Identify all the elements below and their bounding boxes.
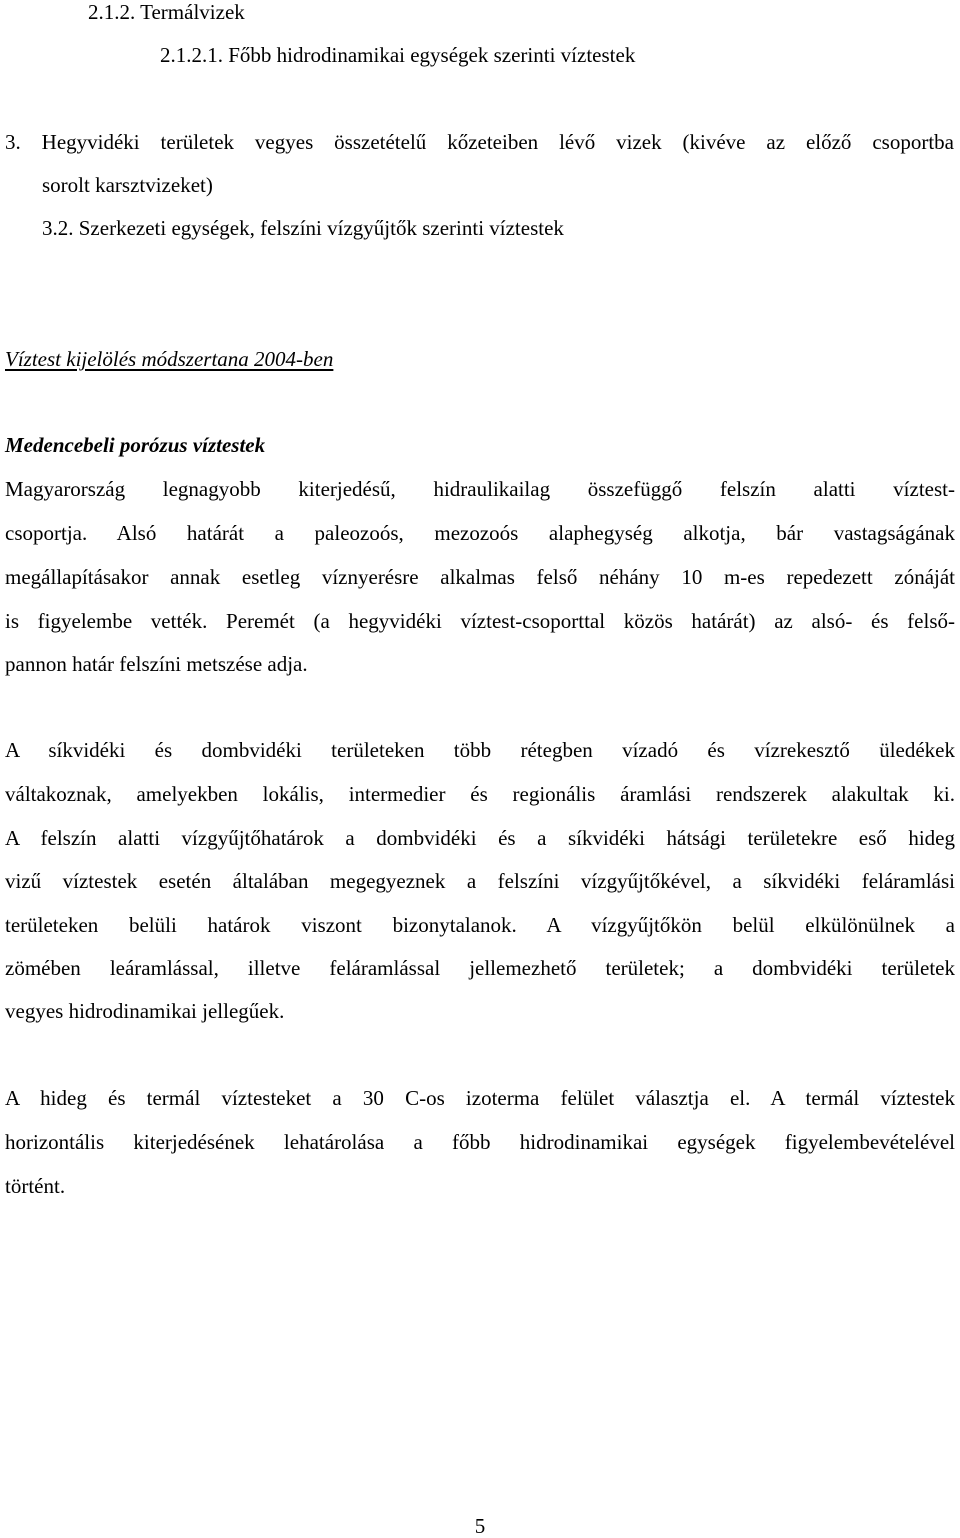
section-title: Víztest kijelölés módszertana 2004-ben bbox=[5, 347, 334, 371]
page-number: 5 bbox=[474, 1514, 486, 1538]
paragraph-3-line-1: A hideg és termál víztesteket a 30 C-os izoterma felület választja el. A termál víztestek bbox=[5, 1086, 955, 1110]
paragraph-1-line-3: megállapításakor annak esetleg víznyerésre alkalmas felső néhány 10 m-es repedezett zónáját bbox=[5, 565, 955, 589]
paragraph-1-line-1: Magyarország legnagyobb kiterjedésű, hidraulikailag összefüggő felszín alatti víztest- bbox=[5, 477, 955, 501]
paragraph-3-line-3: történt. bbox=[5, 1174, 66, 1198]
heading-3-2: 3.2. Szerkezeti egységek, felszíni vízgyűjtők szerinti víztestek bbox=[42, 216, 564, 240]
paragraph-1-line-4: is figyelembe vették. Peremét (a hegyvidéki víztest-csoporttal közös határát) az alsó- és felső- bbox=[5, 609, 955, 633]
paragraph-3-line-2: horizontális kiterjedésének lehatárolása a főbb hidrodinamikai egységek figyelembevételével bbox=[5, 1130, 955, 1154]
heading-3-continuation: sorolt karsztvizeket) bbox=[42, 173, 213, 197]
heading-3: 3. Hegyvidéki területek vegyes összetételű kőzeteiben lévő vizek (kivéve az előző csoportba bbox=[5, 130, 954, 154]
heading-2-1-2-1: 2.1.2.1. Főbb hidrodinamikai egységek szerinti víztestek bbox=[160, 43, 636, 67]
subsection-title: Medencebeli porózus víztestek bbox=[5, 433, 266, 457]
paragraph-2-line-1: A síkvidéki és dombvidéki területeken több rétegben vízadó és vízrekesztő üledékek bbox=[5, 738, 955, 762]
paragraph-2-line-2: váltakoznak, amelyekben lokális, intermedier és regionális áramlási rendszerek alakultak ki. bbox=[5, 782, 955, 806]
paragraph-2-line-5: területeken belüli határok viszont bizonytalanok. A vízgyűjtőkön belül elkülönülnek a bbox=[5, 913, 955, 937]
paragraph-2-line-3: A felszín alatti vízgyűjtőhatárok a dombvidéki és a síkvidéki hátsági területekre eső hideg bbox=[5, 826, 955, 850]
paragraph-1-line-2: csoportja. Alsó határát a paleozoós, mezozoós alaphegység alkotja, bár vastagságának bbox=[5, 521, 955, 545]
paragraph-2-line-7: vegyes hidrodinamikai jellegűek. bbox=[5, 999, 285, 1023]
paragraph-2-line-4: vizű víztestek esetén általában megegyeznek a felszíni vízgyűjtőkével, a síkvidéki feláramlási bbox=[5, 869, 955, 893]
paragraph-1-line-5: pannon határ felszíni metszése adja. bbox=[5, 652, 308, 676]
paragraph-2-line-6: zömében leáramlással, illetve feláramlással jellemezhető területek; a dombvidéki területek bbox=[5, 956, 955, 980]
heading-2-1-2: 2.1.2. Termálvizek bbox=[88, 0, 245, 24]
